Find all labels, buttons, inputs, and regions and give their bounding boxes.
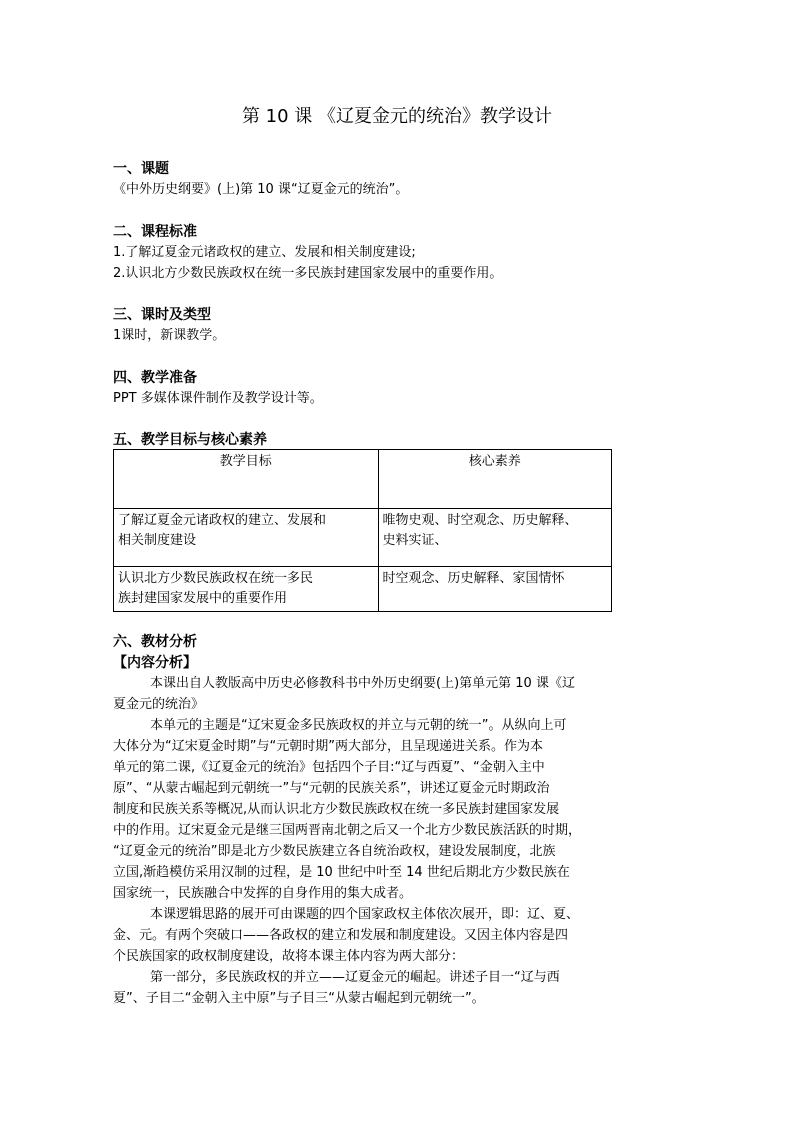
- paragraph-line: 第一部分，多民族政权的并立——辽夏金元的崛起。讲述子目一“辽与西: [150, 970, 560, 985]
- paragraph-line: 大体分为“辽宋夏金时期”与“元朝时期”两大部分，且呈现递进关系。作为本: [113, 739, 543, 754]
- cell-line: 唯物史观、时空观念、历史解释、: [382, 513, 578, 528]
- table-row: [114, 509, 612, 567]
- section-heading-period: 三、课时及类型: [113, 307, 211, 323]
- paragraph-line: “辽夏金元的统治”即是北方少数民族建立各自统治政权，建设发展制度，北族: [113, 844, 556, 859]
- cell-line: 史料实证、: [382, 533, 448, 548]
- document-title: 第 10 课 《辽夏金元的统治》教学设计: [241, 106, 553, 127]
- preparation-text: PPT 多媒体课件制作及教学设计等。: [113, 391, 323, 406]
- paragraph-line: 本课逻辑思路的展开可由课题的四个国家政权主体依次展开，即：辽、夏、: [150, 907, 580, 922]
- section-heading-standard: 二、课程标准: [113, 224, 197, 240]
- cell-line: 认识北方少数民族政权在统一多民: [118, 571, 314, 586]
- section-heading-goals: 五、教学目标与核心素养: [113, 432, 267, 448]
- table-cell-literacy: [378, 567, 611, 612]
- topic-text: 《中外历史纲要》(上)第 10 课“辽夏金元的统治”。: [113, 182, 409, 197]
- subheading-content-analysis: 【内容分析】: [113, 655, 197, 671]
- table-cell-literacy: [378, 509, 611, 567]
- paragraph-line: 中的作用。辽宋夏金元是继三国两晋南北朝之后又一个北方少数民族活跃的时期，: [113, 823, 582, 838]
- paragraph-line: 本课出自人教版高中历史必修教科书中外历史纲要(上)第单元第 10 课《辽: [150, 676, 575, 691]
- section-heading-topic: 一、课题: [113, 161, 169, 177]
- cell-line: 了解辽夏金元诸政权的建立、发展和: [118, 513, 327, 528]
- goals-table: [113, 449, 612, 612]
- cell-line: 相关制度建设: [118, 533, 197, 548]
- cell-line: 时空观念、历史解释、家国情怀: [382, 571, 565, 586]
- paragraph-line: 单元的第二课,《辽夏金元的统治》包括四个子目:“辽与西夏”、“金朝入主中: [113, 760, 545, 775]
- table-cell-goal: [114, 567, 379, 612]
- table-header-literacy: 核心素养: [378, 450, 611, 509]
- period-text: 1课时，新课教学。: [113, 328, 226, 343]
- paragraph-line: 个民族国家的政权制度建设，故将本课主体内容为两大部分：: [113, 949, 465, 964]
- standard-item-1: 1.了解辽夏金元诸政权的建立、发展和相关制度建设;: [113, 245, 416, 260]
- paragraph-line: 夏”、子目二“金朝入主中原”与子目三“从蒙古崛起到元朝统一”。: [113, 991, 485, 1006]
- table-cell-goal: [114, 509, 379, 567]
- table-header-goal: 教学目标: [114, 450, 379, 509]
- section-heading-preparation: 四、教学准备: [113, 370, 197, 386]
- paragraph-line: 国家统一，民族融合中发挥的自身作用的集大成者。: [113, 886, 413, 901]
- paragraph-line: 制度和民族关系等概况,从而认识北方少数民族政权在统一多民族封建国家发展: [113, 802, 560, 817]
- paragraph-line: 本单元的主题是“辽宋夏金多民族政权的并立与元朝的统一”。从纵向上可: [150, 718, 567, 733]
- paragraph-line: 夏金元的统治》: [113, 697, 205, 712]
- paragraph-line: 立国,渐趋模仿采用汉制的过程，是 10 世纪中叶至 14 世纪后期北方少数民族在: [113, 865, 570, 880]
- section-heading-analysis: 六、教材分析: [113, 634, 197, 650]
- paragraph-line: 金、元。有两个突破口——各政权的建立和发展和制度建设。又因主体内容是四: [113, 928, 569, 943]
- standard-item-2: 2.认识北方少数民族政权在统一多民族封建国家发展中的重要作用。: [113, 266, 503, 281]
- table-row: [114, 567, 612, 612]
- cell-line: 族封建国家发展中的重要作用: [118, 591, 288, 606]
- paragraph-line: 原”、“从蒙古崛起到元朝统一”与“元朝的民族关系”，讲述辽夏金元时期政治: [113, 781, 550, 796]
